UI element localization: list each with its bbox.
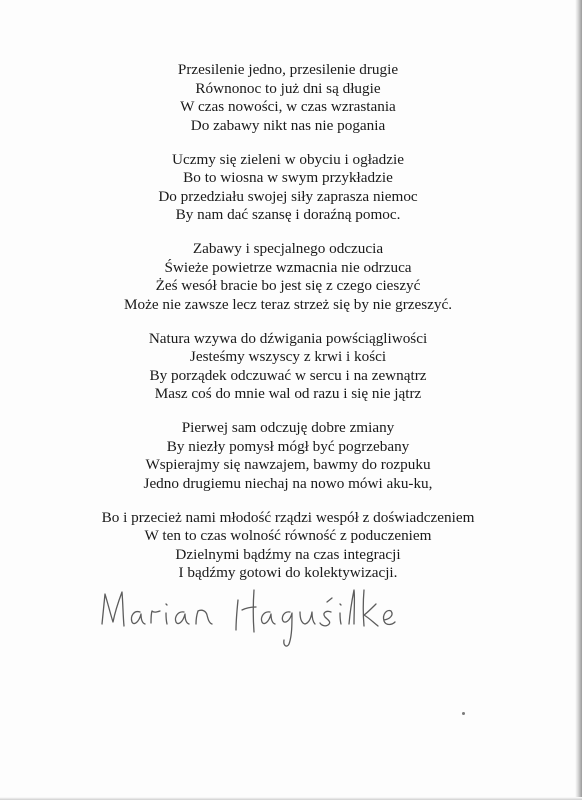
poem-line: By niezły pomysł mógł być pogrzebany	[166, 437, 410, 455]
stanza-5	[0, 419, 576, 493]
poem-line: Uczmy się zieleni w obyciu i ogładzie	[172, 150, 404, 168]
poem-line: Świeże powietrze wzmacnia nie odrzuca	[164, 258, 412, 276]
poem-line: Bo i przecież nami młodość rządzi wespół z doświadczeniem	[101, 508, 475, 526]
poem-line: Dzielnymi bądźmy na czas integracji	[175, 545, 401, 563]
poem-line: W czas nowości, w czas wzrastania	[180, 98, 396, 115]
poem-line: I bądźmy gotowi do kolektywizacji.	[178, 564, 398, 581]
poem-line: Masz coś do mnie wal od razu i się nie jątrz	[154, 385, 422, 402]
stanza-6	[0, 509, 576, 583]
poem-line: Do przedziału swojej siły zaprasza niemoc	[158, 187, 418, 205]
poem-line: Do zabawy nikt nas nie pogania	[190, 116, 386, 134]
poem-line: Jesteśmy wszyscy z krwi i kości	[189, 348, 387, 365]
poem-line: Natura wzywa do dźwigania powściągliwości	[148, 329, 428, 347]
stanza-2	[0, 151, 576, 225]
poem-line: Równonoc to już dni są długie	[195, 79, 381, 97]
scan-edge-shadow	[575, 0, 582, 800]
poem-line: Zabawy i specjalnego odczucia	[192, 240, 384, 257]
poem-line: Żeś wesół bracie bo jest się z czego cieszyć	[155, 277, 421, 294]
stanza-4	[0, 330, 576, 404]
poem-line: By porządek odczuwać w sercu i na zewnątrz	[149, 366, 427, 384]
poem-line: W ten to czas wolność równość z poduczeniem	[144, 527, 432, 544]
poem-line: Przesilenie jedno, przesilenie drugie	[177, 61, 399, 78]
poem-line: Może nie zawsze lecz teraz strzeż się by nie grzeszyć.	[123, 295, 453, 313]
scan-speck	[462, 712, 465, 715]
poem-line: By nam dać szansę i doraźną pomoc.	[175, 206, 401, 223]
stanza-3	[0, 240, 576, 314]
poem	[0, 61, 576, 598]
poem-line: Bo to wiosna w swym przykładzie	[183, 169, 393, 186]
poem-line: Jedno drugiemu niechaj na nowo mówi aku-ku,	[143, 474, 433, 492]
handwritten-signature	[96, 582, 426, 652]
poem-line: Pierwej sam odczuję dobre zmiany	[181, 419, 395, 436]
stanza-1	[0, 61, 576, 135]
poem-line: Wspierajmy się nawzajem, bawmy do rozpuku	[145, 456, 431, 473]
